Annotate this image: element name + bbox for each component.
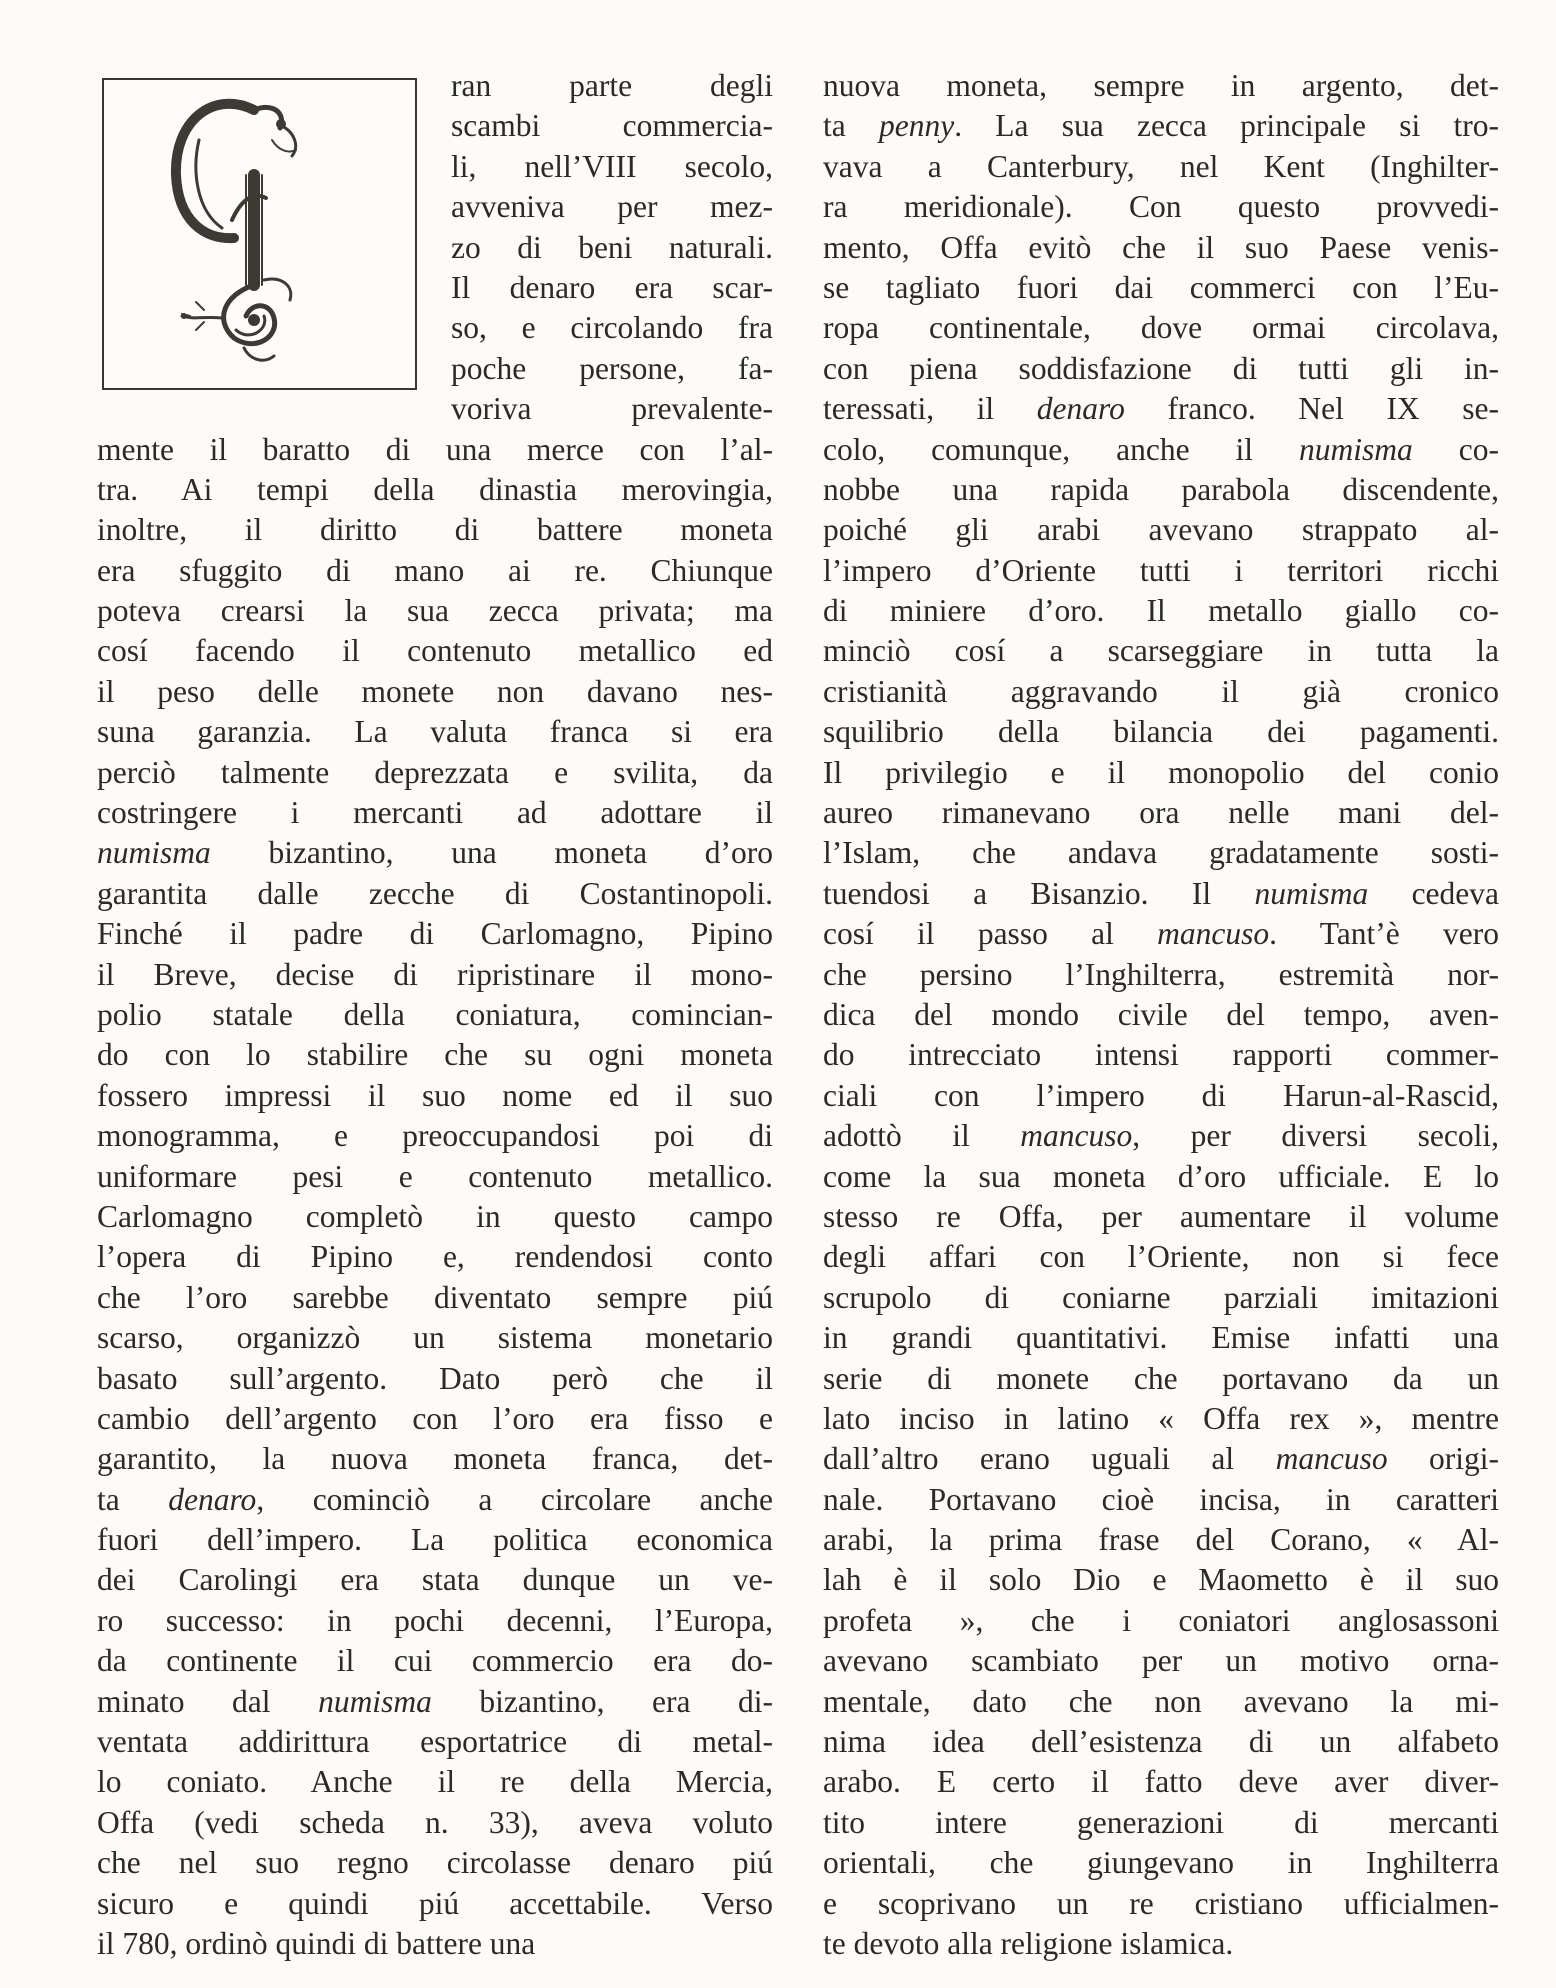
- text-line: ropa continentale, dove ormai circolava,: [823, 310, 1499, 346]
- text-line: profeta », che i coniatori anglosassoni: [823, 1602, 1499, 1638]
- text-line: [823, 1116, 1499, 1156]
- text-line: polio statale della coniatura, comincian-: [97, 996, 773, 1032]
- text-line: era sfuggito di mano ai re. Chiunque: [97, 552, 773, 588]
- text-line: l’impero d’Oriente tutti i territori ricchi: [823, 552, 1499, 588]
- text-run: bizantino, una moneta d’oro: [210, 835, 773, 871]
- text-line: [823, 914, 1499, 954]
- text-line: stesso re Offa, per aumentare il volume: [823, 1198, 1499, 1234]
- text-line: degli affari con l’Oriente, non si fece: [823, 1239, 1499, 1275]
- italic-term: mancuso: [1157, 916, 1270, 952]
- text-line: voriva prevalente-: [451, 391, 773, 427]
- text-line: Offa (vedi scheda n. 33), aveva voluto: [97, 1804, 773, 1840]
- text-line: arabi, la prima frase del Corano, « Al-: [823, 1522, 1499, 1558]
- text-line: tito intere generazioni di mercanti: [823, 1804, 1499, 1840]
- text-line: dica del mondo civile del tempo, aven-: [823, 996, 1499, 1032]
- text-line: [97, 1682, 773, 1722]
- text-line: squilibrio della bilancia dei pagamenti.: [823, 714, 1499, 750]
- text-line: arabo. E certo il fatto deve aver diver-: [823, 1764, 1499, 1800]
- italic-term: penny: [878, 108, 955, 144]
- text-run: origi-: [1387, 1441, 1500, 1477]
- text-line: so, e circolando fra: [451, 310, 773, 346]
- italic-term: numisma: [97, 835, 211, 871]
- text-line: [823, 389, 1499, 429]
- text-line: [823, 874, 1499, 914]
- text-line: l’Islam, che andava gradatamente sosti-: [823, 835, 1499, 871]
- text-run: franco. Nel IX se-: [1124, 391, 1499, 427]
- text-run: cosí il passo al: [823, 916, 1158, 952]
- text-line: [823, 106, 1499, 146]
- text-line: ro successo: in pochi decenni, l’Europa,: [97, 1602, 773, 1638]
- text-line: Il privilegio e il monopolio del conio: [823, 754, 1499, 790]
- italic-term: mancuso: [1020, 1118, 1133, 1154]
- text-line: cambio dell’argento con l’oro era fisso e: [97, 1400, 773, 1436]
- text-run: dall’altro erano uguali al: [823, 1441, 1276, 1477]
- text-run: cedeva: [1368, 875, 1499, 911]
- text-line: nuova moneta, sempre in argento, det-: [823, 68, 1499, 103]
- text-line: zo di beni naturali.: [451, 229, 773, 265]
- text-line: [823, 1439, 1499, 1479]
- text-run: ta: [97, 1481, 169, 1517]
- text-run: ta: [823, 108, 879, 144]
- text-line: poteva crearsi la sua zecca privata; ma: [97, 593, 773, 629]
- text-run: bizantino, era di-: [431, 1683, 773, 1719]
- text-line: che l’oro sarebbe diventato sempre piú: [97, 1279, 773, 1315]
- text-line: aureo rimanevano ora nelle mani del-: [823, 795, 1499, 831]
- italic-term: numisma: [1254, 875, 1369, 911]
- text-column-right: [823, 66, 1499, 1964]
- italic-term: denaro: [168, 1481, 257, 1517]
- text-line: mente il baratto di una merce con l’al-: [97, 431, 773, 467]
- text-run: , cominciò a circolare anche: [256, 1481, 773, 1517]
- text-line: nale. Portavano cioè incisa, in caratteri: [823, 1481, 1499, 1517]
- text-line: scarso, organizzò un sistema monetario: [97, 1320, 773, 1356]
- text-column-left: [97, 66, 773, 1964]
- text-line: il peso delle monete non davano nes-: [97, 673, 773, 709]
- text-line: garantita dalle zecche di Costantinopoli.: [97, 875, 773, 911]
- text-line: poiché gli arabi avevano strappato al-: [823, 512, 1499, 548]
- text-line: basato sull’argento. Dato però che il: [97, 1360, 773, 1396]
- text-line: di miniere d’oro. Il metallo giallo co-: [823, 593, 1499, 629]
- text-line: ciali con l’impero di Harun-al-Rascid,: [823, 1077, 1499, 1113]
- text-line: minciò cosí a scarseggiare in tutta la: [823, 633, 1499, 669]
- text-line: mentale, dato che non avevano la mi-: [823, 1683, 1499, 1719]
- text-line: suna garanzia. La valuta franca si era: [97, 714, 773, 750]
- italic-term: numisma: [1299, 431, 1413, 467]
- text-line: con piena soddisfazione di tutti gli in-: [823, 350, 1499, 386]
- text-line: lato inciso in latino « Offa rex », mentre: [823, 1400, 1499, 1436]
- text-line: [97, 833, 773, 873]
- text-line: che nel suo regno circolasse denaro piú: [97, 1845, 773, 1881]
- text-run: adottò il: [823, 1118, 1021, 1154]
- text-run: co-: [1412, 431, 1499, 467]
- italic-term: mancuso: [1275, 1441, 1388, 1477]
- text-line: sicuro e quindi piú accettabile. Verso: [97, 1885, 773, 1921]
- text-line: cristianità aggravando il già cronico: [823, 673, 1499, 709]
- text-line: se tagliato fuori dai commerci con l’Eu-: [823, 269, 1499, 305]
- text-run: teressati, il: [823, 391, 1037, 427]
- text-line: vava a Canterbury, nel Kent (Inghilter-: [823, 148, 1499, 184]
- text-run: minato dal: [97, 1683, 319, 1719]
- text-line: avveniva per mez-: [451, 189, 773, 225]
- text-line: avevano scambiato per un motivo orna-: [823, 1643, 1499, 1679]
- text-line: nima idea dell’esistenza di un alfabeto: [823, 1724, 1499, 1760]
- text-line: ventata addirittura esportatrice di metal-: [97, 1724, 773, 1760]
- text-line: [823, 430, 1499, 470]
- text-line: il Breve, decise di ripristinare il mono-: [97, 956, 773, 992]
- text-line: te devoto alla religione islamica.: [823, 1925, 1234, 1961]
- text-run: tuendosi a Bisanzio. Il: [823, 875, 1255, 911]
- text-line: poche persone, fa-: [451, 350, 773, 386]
- text-line: costringere i mercanti ad adottare il: [97, 795, 773, 831]
- text-line: come la sua moneta d’oro ufficiale. E lo: [823, 1158, 1499, 1194]
- text-line: il 780, ordinò quindi di battere una: [97, 1925, 536, 1961]
- text-line: ra meridionale). Con questo provvedi-: [823, 189, 1499, 225]
- text-line: cosí facendo il contenuto metallico ed: [97, 633, 773, 669]
- text-line: scrupolo di coniarne parziali imitazioni: [823, 1279, 1499, 1315]
- italic-term: numisma: [318, 1683, 432, 1719]
- text-line: li, nell’VIII secolo,: [451, 148, 773, 184]
- text-line: in grandi quantitativi. Emise infatti una: [823, 1320, 1499, 1356]
- text-line: l’opera di Pipino e, rendendosi conto: [97, 1239, 773, 1275]
- text-line: fuori dell’impero. La politica economica: [97, 1522, 773, 1558]
- text-line: lah è il solo Dio e Maometto è il suo: [823, 1562, 1499, 1598]
- text-line: inoltre, il diritto di battere moneta: [97, 512, 773, 548]
- text-line: garantito, la nuova moneta franca, det-: [97, 1441, 773, 1477]
- text-run: . La sua zecca principale si tro-: [954, 108, 1499, 144]
- text-run: . Tant’è vero: [1269, 916, 1499, 952]
- text-run: colo, comunque, anche il: [823, 431, 1300, 467]
- text-line: da continente il cui commercio era do-: [97, 1643, 773, 1679]
- text-line: Carlomagno completò in questo campo: [97, 1198, 773, 1234]
- text-line: Finché il padre di Carlomagno, Pipino: [97, 916, 773, 952]
- text-line: [97, 1480, 773, 1520]
- text-line: lo coniato. Anche il re della Mercia,: [97, 1764, 773, 1800]
- text-line: nobbe una rapida parabola discendente,: [823, 471, 1499, 507]
- text-line: perciò talmente deprezzata e svilita, da: [97, 754, 773, 790]
- text-line: orientali, che giungevano in Inghilterra: [823, 1845, 1499, 1881]
- text-line: scambi commercia-: [451, 108, 773, 144]
- text-line: mento, Offa evitò che il suo Paese venis-: [823, 229, 1499, 265]
- text-line: Il denaro era scar-: [451, 269, 773, 305]
- text-line: tra. Ai tempi della dinastia merovingia,: [97, 471, 773, 507]
- italic-term: denaro: [1036, 391, 1125, 427]
- text-line: dei Carolingi era stata dunque un ve-: [97, 1562, 773, 1598]
- text-line: che persino l’Inghilterra, estremità nor-: [823, 956, 1499, 992]
- text-line: do intrecciato intensi rapporti commer-: [823, 1037, 1499, 1073]
- text-line: fossero impressi il suo nome ed il suo: [97, 1077, 773, 1113]
- text-run: , per diversi secoli,: [1132, 1118, 1499, 1154]
- text-line: serie di monete che portavano da un: [823, 1360, 1499, 1396]
- text-line: ran parte degli: [451, 68, 773, 103]
- text-line: e scoprivano un re cristiano ufficialmen-: [823, 1885, 1499, 1921]
- text-line: uniformare pesi e contenuto metallico.: [97, 1158, 773, 1194]
- text-line: do con lo stabilire che su ogni moneta: [97, 1037, 773, 1073]
- text-line: monogramma, e preoccupandosi poi di: [97, 1118, 773, 1154]
